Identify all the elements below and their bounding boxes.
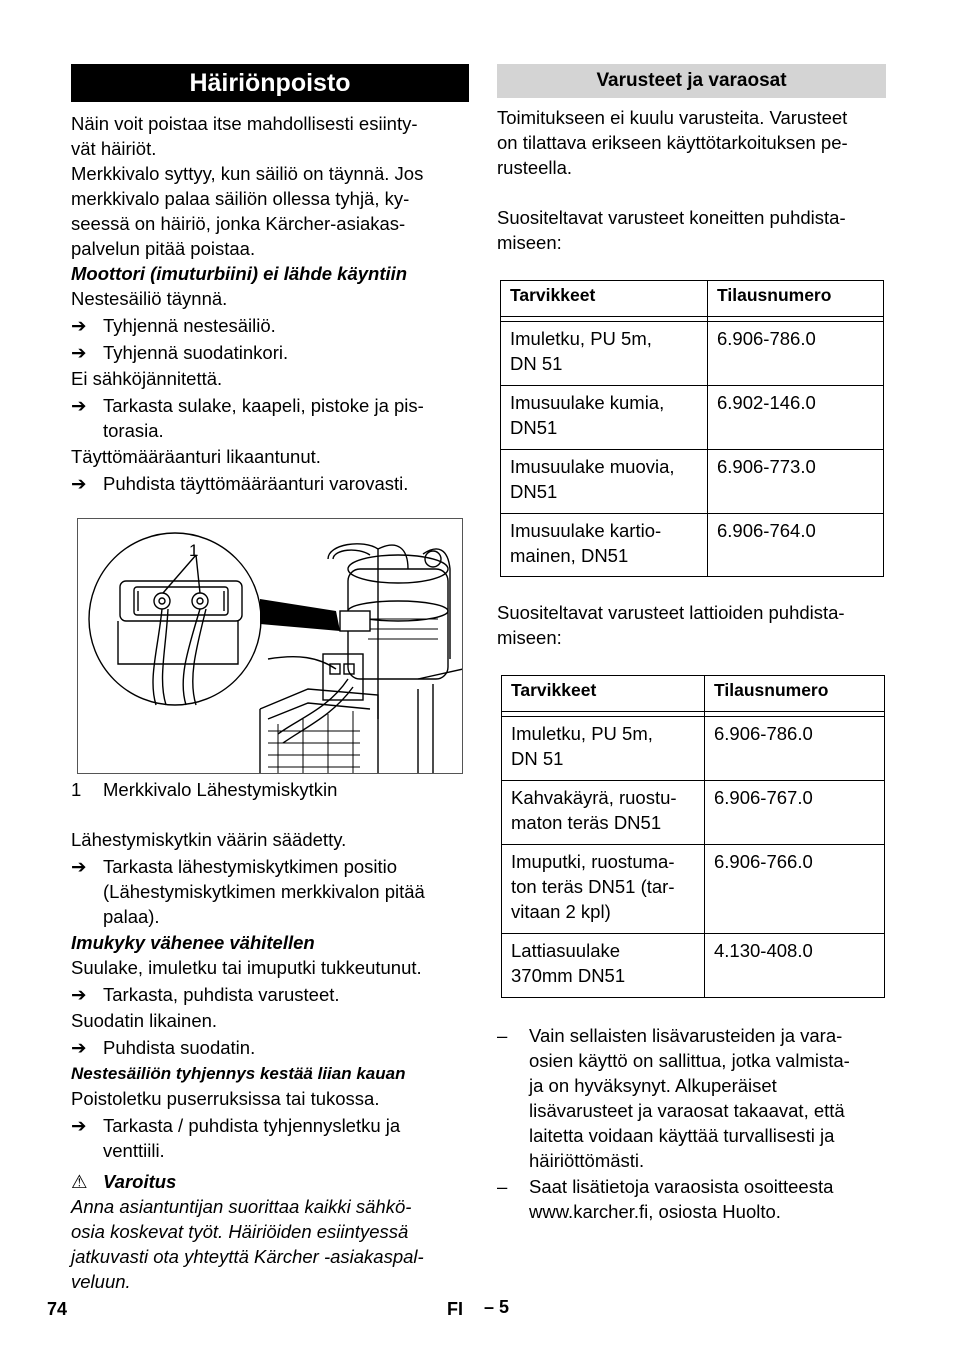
- table-cell: Kahvakäyrä, ruostu- maton teräs DN51: [502, 781, 705, 845]
- machine-illustration: [77, 518, 463, 774]
- table-row: [501, 386, 884, 450]
- instruction-step: ➔ Tarkasta, puhdista varusteet.: [71, 984, 340, 1005]
- right-arrow-icon: ➔: [71, 856, 87, 877]
- right-column: [497, 64, 886, 1224]
- table-row: [502, 934, 885, 998]
- table-header-row: [501, 281, 884, 317]
- table-header-row: [502, 676, 885, 712]
- language-code: FI: [447, 1299, 463, 1319]
- cause-text: Ei sähköjännitettä.: [71, 368, 223, 389]
- table-cell: 4.130-408.0: [705, 934, 885, 998]
- table-cell: Imuletku, PU 5m, DN 51: [501, 322, 708, 386]
- table-cell: 6.902-146.0: [708, 386, 884, 450]
- machine-accessories-intro: Suositeltavat varusteet koneitten puhdista- miseen:: [497, 207, 846, 253]
- right-arrow-icon: ➔: [71, 473, 87, 494]
- warning-triangle-icon: ⚠: [71, 1171, 88, 1192]
- cause-text: Suulake, imuletku tai imuputki tukkeutunut.: [71, 957, 422, 978]
- table-cell: Lattiasuulake 370mm DN51: [502, 934, 705, 998]
- table-cell: 6.906-786.0: [708, 322, 884, 386]
- table-cell: 6.906-773.0: [708, 450, 884, 514]
- right-arrow-icon: ➔: [71, 315, 87, 336]
- column-header: Tarvikkeet: [501, 281, 708, 317]
- table-row: [502, 781, 885, 845]
- table-cell: 6.906-764.0: [708, 514, 884, 577]
- subheading-suction: Imukyky vähenee vähitellen: [71, 932, 315, 953]
- right-arrow-icon: ➔: [71, 395, 87, 416]
- cause-text: Suodatin likainen.: [71, 1010, 218, 1031]
- table-row: [501, 322, 884, 386]
- page-number: 74: [47, 1299, 68, 1319]
- table-cell: 6.906-766.0: [705, 845, 885, 934]
- note-item: – Vain sellaisten lisävarusteiden ja vara- osien käyttö on sallittua, jotka valmista- ja on hyväksynyt. Alkuperäiset lisävarusteet ja varaosat takaavat, että laitetta voidaan käyttää turvallisesti ja häiriöttömästi.: [497, 1025, 850, 1171]
- instruction-step: ➔ Tarkasta / puhdista tyhjennysletku ja venttiili.: [71, 1115, 401, 1161]
- right-arrow-icon: ➔: [71, 1115, 87, 1136]
- dash-bullet: –: [497, 1025, 508, 1046]
- table-cell: Imusuulake kumia, DN51: [501, 386, 708, 450]
- right-arrow-icon: ➔: [71, 1037, 87, 1058]
- table-row: [501, 514, 884, 577]
- dash-bullet: –: [497, 1176, 508, 1197]
- right-arrow-icon: ➔: [71, 984, 87, 1005]
- column-header: Tarvikkeet: [502, 676, 705, 712]
- right-arrow-icon: ➔: [71, 342, 87, 363]
- cause-text: Täyttömääräanturi likaantunut.: [71, 446, 321, 467]
- note-item: – Saat lisätietoja varaosista osoitteesta www.karcher.fi, osiosta Huolto.: [497, 1176, 834, 1222]
- instruction-step: ➔ Tyhjennä suodatinkori.: [71, 342, 289, 363]
- instruction-step: ➔ Tarkasta lähestymiskytkimen positio (Lähestymiskytkimen merkkivalon pitää palaa).: [71, 856, 425, 927]
- warning-heading: ⚠ Varoitus: [71, 1171, 177, 1192]
- cause-text: Nestesäiliö täynnä.: [71, 288, 228, 309]
- machine-accessories-table: [500, 280, 884, 577]
- cause-text: Lähestymiskytkin väärin säädetty.: [71, 829, 347, 850]
- instruction-step: ➔ Puhdista täyttömääräanturi varovasti.: [71, 473, 409, 494]
- table-row: [502, 717, 885, 781]
- warning-text: Anna asiantuntijan suorittaa kaikki sähkö- osia koskevat työt. Häiriöiden esiintyessä jatkuvasti ota yhteyttä Kärcher -asiakaspal- veluun.: [71, 1196, 424, 1292]
- column-header: Tilausnumero: [708, 281, 884, 317]
- subheading-tank-drain: Nestesäiliön tyhjennys kestää liian kauan: [71, 1064, 406, 1083]
- section-heading-accessories: Varusteet ja varaosat: [497, 64, 886, 98]
- table-cell: Imuputki, ruostuma- ton teräs DN51 (tar- vitaan 2 kpl): [502, 845, 705, 934]
- cause-text: Poistoletku puserruksissa tai tukossa.: [71, 1088, 380, 1109]
- figure-callout-1: 1: [189, 541, 199, 560]
- table-cell: Imusuulake muovia, DN51: [501, 450, 708, 514]
- section-page-number: – 5: [484, 1297, 510, 1317]
- table-row: [501, 450, 884, 514]
- left-column: [71, 64, 469, 1294]
- table-cell: 6.906-786.0: [705, 717, 885, 781]
- machine-drawing: [78, 519, 463, 774]
- light-beam-shape: [260, 599, 340, 631]
- intro-text: Näin voit poistaa itse mahdollisesti esiinty- vät häiriöt.: [71, 113, 418, 159]
- figure-caption: 1 Merkkivalo Lähestymiskytkin: [71, 779, 338, 800]
- intro-text-2: Merkkivalo syttyy, kun säiliö on täynnä. Jos merkkivalo palaa säiliön ollessa tyhjä, ky- seessä on häiriö, jonka Kärcher-asiakas- palvelun pitää poistaa.: [71, 163, 424, 259]
- accessories-intro: Toimitukseen ei kuulu varusteita. Varusteet on tilattava erikseen käyttötarkoituksen pe- rusteella.: [497, 107, 848, 178]
- section-heading-troubleshooting: Häiriönpoisto: [71, 64, 469, 102]
- subheading-motor: Moottori (imuturbiini) ei lähde käyntiin: [71, 263, 408, 284]
- instruction-step: ➔ Tarkasta sulake, kaapeli, pistoke ja pis- torasia.: [71, 395, 424, 441]
- floor-accessories-intro: Suositeltavat varusteet lattioiden puhdista- miseen:: [497, 602, 845, 648]
- table-cell: Imuletku, PU 5m, DN 51: [502, 717, 705, 781]
- table-row: [502, 845, 885, 934]
- table-cell: Imusuulake kartio- mainen, DN51: [501, 514, 708, 577]
- table-cell: 6.906-767.0: [705, 781, 885, 845]
- instruction-step: ➔ Puhdista suodatin.: [71, 1037, 256, 1058]
- column-header: Tilausnumero: [705, 676, 885, 712]
- floor-accessories-table: [501, 675, 885, 998]
- instruction-step: ➔ Tyhjennä nestesäiliö.: [71, 315, 276, 336]
